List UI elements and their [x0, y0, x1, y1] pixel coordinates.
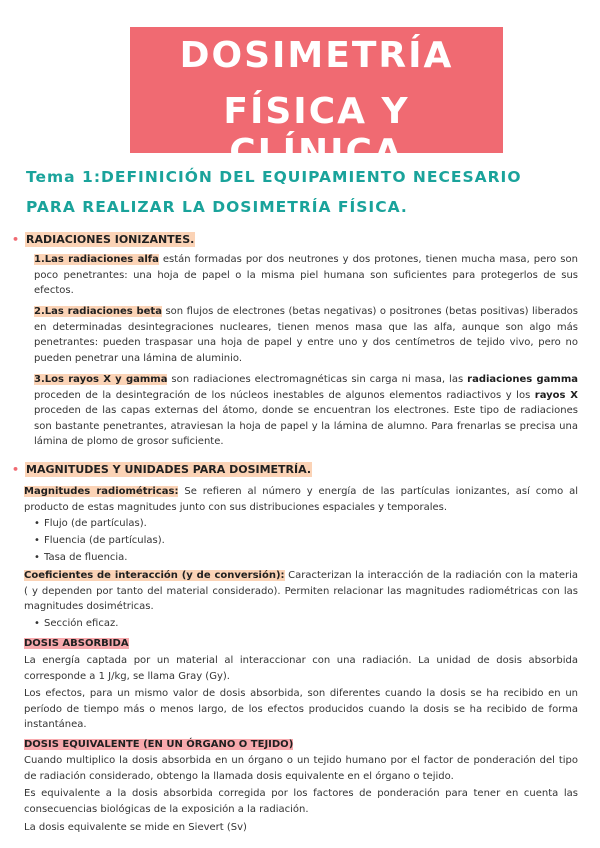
topic-title-line-2: PARA REALIZAR LA DOSIMETRÍA FÍSICA. [26, 198, 408, 216]
list-item: • Fluencia (de partículas). [44, 535, 165, 546]
paragraph-dosis-equivalente-2: Es equivalente a la dosis absorbida corregida por los factores de ponderación para tener en cuenta las consecuencias biológicas de la exposición a la radiación. [24, 788, 578, 815]
topic-title-line-1: Tema 1:DEFINICIÓN DEL EQUIPAMIENTO NECESARIO [26, 168, 522, 186]
list-item: • Tasa de fluencia. [44, 552, 128, 563]
paragraph-coeficientes: Coeficientes de interacción (y de conversión): Caracterizan la interacción de la radiación con la materia ( y dependen por tanto del material considerado). Permiten relacionar las magnitudes radiométricas con las magnitudes dosimétricas. [24, 570, 579, 613]
title-line-1: DOSIMETRÍA [179, 35, 454, 76]
title-line-2: FÍSICA Y CLÍNICA [223, 91, 410, 173]
paragraph-alfa: 1.Las radiaciones alfa están formadas por dos neutrones y dos protones, tienen mucha masa, pero son poco penetrantes: una hoja de papel o la misma piel humana son suficientes para protegerlos de sus efectos. [34, 254, 578, 297]
heading-dosis-equivalente: DOSIS EQUIVALENTE (EN UN ÓRGANO O TEJIDO) [24, 739, 294, 750]
bullet-icon: • [12, 463, 20, 476]
paragraph-dosis-equivalente-1: Cuando multiplico la dosis absorbida en un órgano o un tejido humano por el factor de ponderación del tipo de radiación considerado, obtengo la llamada dosis equivalente en el órgano o tejido. [24, 755, 578, 782]
paragraph-dosis-absorbida-2: Los efectos, para un mismo valor de dosis absorbida, son diferentes cuando la dosis se ha recibido en un período de tiempo más o menos largo, de los efectos producidos cuando la dosis se ha recibido de forma instantánea. [24, 688, 578, 731]
paragraph-dosis-equivalente-3: La dosis equivalente se mide en Sievert (Sv) [24, 822, 247, 833]
title-banner [130, 27, 503, 173]
paragraph-dosis-absorbida-1: La energía captada por un material al interaccionar con una radiación. La unidad de dosis absorbida corresponde a 1 J/kg, se llama Gray (Gy). [24, 655, 578, 682]
paragraph-beta: 2.Las radiaciones beta son flujos de electrones (betas negativas) o positrones (betas positivas) liberados en determinadas desintegraciones nucleares, tienen menos masa que las alfa, aunque son algo más penetrantes: pueden traspasar una hoja de papel y entre uno y dos centímetros de tejido vivo, pero no pueden penetrar una lámina de aluminio. [34, 306, 579, 364]
heading-dosis-absorbida: DOSIS ABSORBIDA [24, 638, 129, 649]
bullet-icon: • [12, 233, 20, 246]
list-item: • Sección eficaz. [44, 618, 118, 629]
list-item: • Flujo (de partículas). [44, 518, 147, 529]
paragraph-radiometricas: Magnitudes radiométricas: Se refieren al número y energía de las partículas ionizantes, así como al producto de estas magnitudes junto con sus distribuciones espaciales y temporales. [24, 486, 578, 513]
section-heading-radiaciones: • RADIACIONES IONIZANTES. [12, 233, 195, 246]
section-heading-magnitudes: • MAGNITUDES Y UNIDADES PARA DOSIMETRÍA. [12, 463, 312, 476]
paragraph-rayos: 3.Los rayos X y gamma son radiaciones electromagnéticas sin carga ni masa, las radiaciones gamma proceden de la desintegración de los núcleos inestables de algunos elementos radiactivos y los rayos X proceden de las capas externas del átomo, donde se encuentran los electrones. Este tipo de radiaciones son bastante penetrantes, atraviesan la hoja de papel y la lámina de alumno. Para frenarlas se precisa una lámina de plomo de grosor suficiente. [34, 374, 579, 448]
